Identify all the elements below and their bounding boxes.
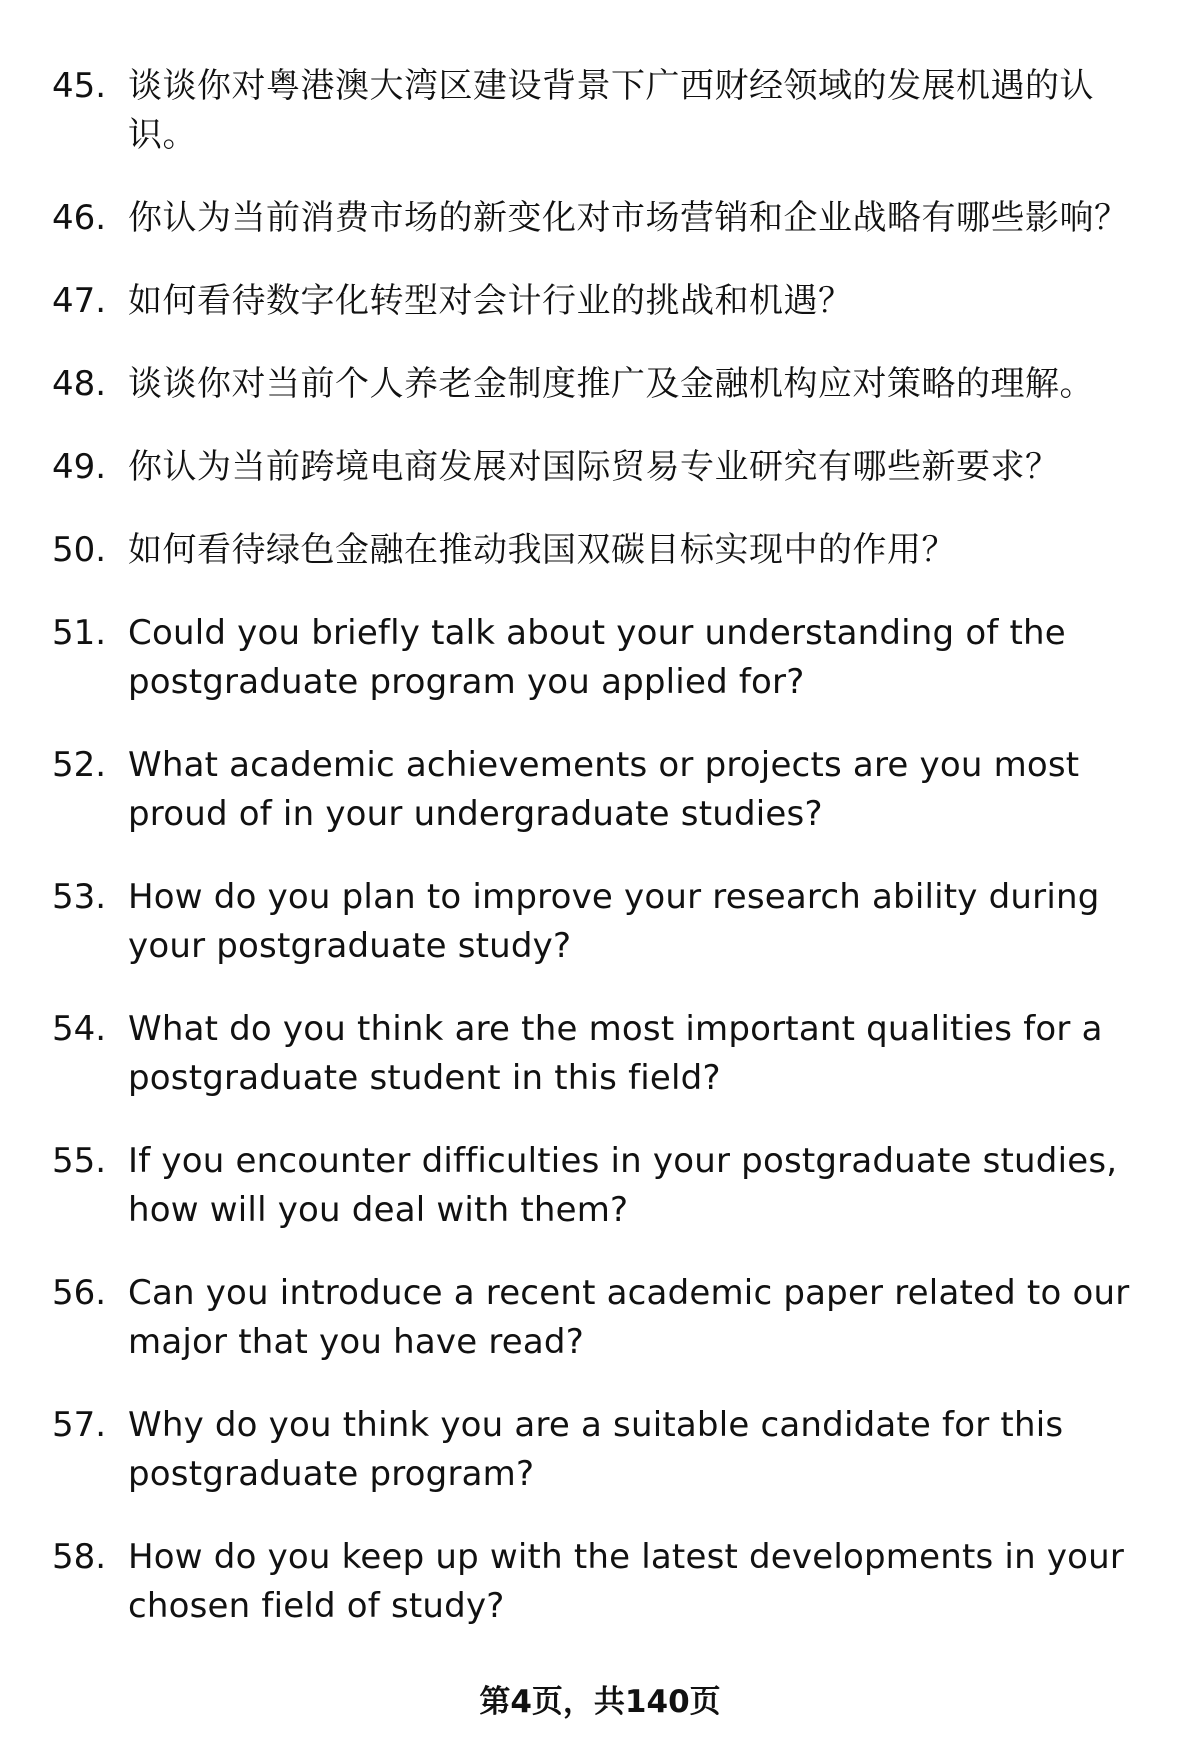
question-number: 51. xyxy=(52,613,107,653)
question-item xyxy=(52,609,1130,707)
question-item xyxy=(52,277,1130,326)
question-number: 49. xyxy=(52,447,107,487)
question-item xyxy=(52,741,1130,839)
question-list xyxy=(52,62,1130,1631)
question-item xyxy=(52,526,1130,575)
question-number: 52. xyxy=(52,745,107,785)
question-item xyxy=(52,62,1130,160)
question-text: If you encounter difficulties in your postgraduate studies, how will you deal with them? xyxy=(128,1141,1118,1230)
question-item xyxy=(52,360,1130,409)
question-item xyxy=(52,1137,1130,1235)
question-number: 53. xyxy=(52,877,107,917)
question-number: 45. xyxy=(52,66,107,106)
question-text: 你认为当前消费市场的新变化对市场营销和企业战略有哪些影响？ xyxy=(128,198,1129,238)
question-text: How do you keep up with the latest developments in your chosen field of study? xyxy=(128,1537,1125,1626)
question-text: 你认为当前跨境电商发展对国际贸易专业研究有哪些新要求？ xyxy=(128,447,1060,487)
question-number: 54. xyxy=(52,1009,107,1049)
question-number: 47. xyxy=(52,281,107,321)
question-text: What do you think are the most important qualities for a postgraduate student in this field? xyxy=(128,1009,1103,1098)
question-number: 50. xyxy=(52,530,107,570)
question-text: 谈谈你对粤港澳大湾区建设背景下广西财经领域的发展机遇的认识。 xyxy=(128,66,1094,155)
question-text: 如何看待数字化转型对会计行业的挑战和机遇？ xyxy=(128,281,853,321)
question-number: 48. xyxy=(52,364,107,404)
question-number: 46. xyxy=(52,198,107,238)
question-text: Can you introduce a recent academic paper related to our major that you have read? xyxy=(128,1273,1130,1362)
page-number: 第4页，共140页 xyxy=(479,1684,721,1720)
question-number: 56. xyxy=(52,1273,107,1313)
question-item xyxy=(52,873,1130,971)
question-item xyxy=(52,1533,1130,1631)
question-item xyxy=(52,194,1130,243)
question-number: 57. xyxy=(52,1405,107,1445)
question-text: Could you briefly talk about your understanding of the postgraduate program you applied for? xyxy=(128,613,1066,702)
question-number: 58. xyxy=(52,1537,107,1577)
question-item xyxy=(52,1005,1130,1103)
question-item xyxy=(52,1269,1130,1367)
question-text: What academic achievements or projects are you most proud of in your undergraduate studies? xyxy=(128,745,1080,834)
question-number: 55. xyxy=(52,1141,107,1181)
question-text: 谈谈你对当前个人养老金制度推广及金融机构应对策略的理解。 xyxy=(128,364,1094,404)
question-item xyxy=(52,443,1130,492)
question-text: 如何看待绿色金融在推动我国双碳目标实现中的作用？ xyxy=(128,530,956,570)
question-text: Why do you think you are a suitable candidate for this postgraduate program? xyxy=(128,1405,1064,1494)
question-text: How do you plan to improve your research ability during your postgraduate study? xyxy=(128,877,1100,966)
question-item xyxy=(52,1401,1130,1499)
